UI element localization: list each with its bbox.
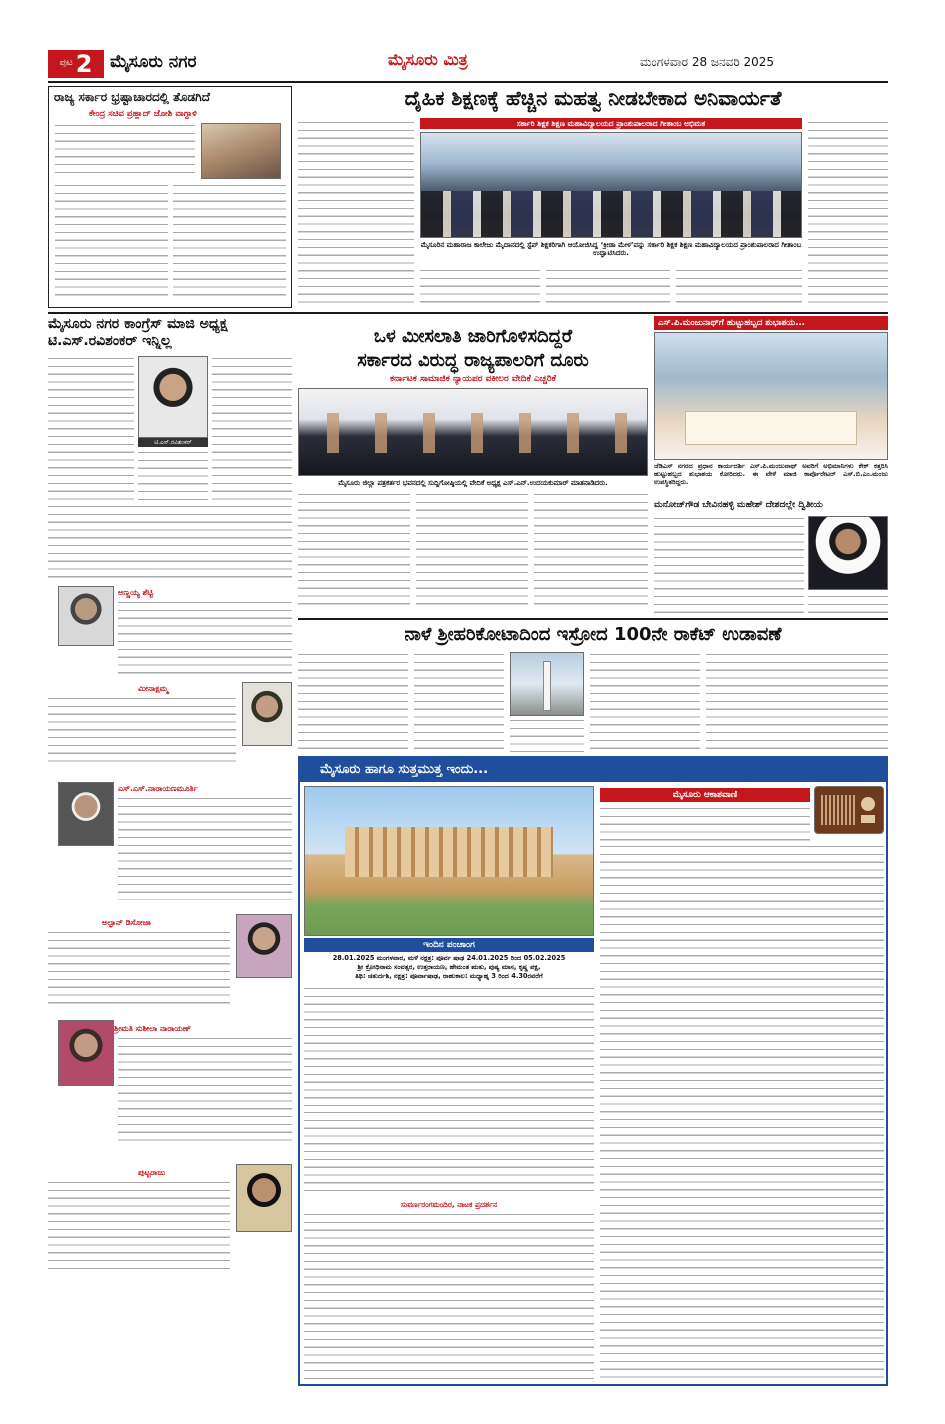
obituary-photo [58,1020,114,1086]
obituary-text [118,796,292,900]
body-text-col2 [416,492,528,610]
page-label: ಪುಟ [59,58,73,69]
kicker: ಕೇಂದ್ರ ಸಚಿವ ಪ್ರಹ್ಲಾದ್ ಜೋಶಿ ವಾಗ್ದಾಳಿ [89,109,197,119]
page-number: 2 [75,50,93,78]
obituary-name: ಅಣ್ಣಯ್ಯ ಶೆಟ್ಟಿ [118,588,154,597]
obituary-name: ಪುಟ್ಟರಾಜು [138,1168,166,1177]
special-title: ಸುವರ್ಣರಂಗಮಂದಿರ, ನಾಟಕ ಪ್ರದರ್ಶನ [400,1200,498,1209]
rocket-photo [510,652,584,716]
headline: ರಾಜ್ಯ ಸರ್ಕಾರ ಭ್ರಷ್ಟಾಚಾರದಲ್ಲಿ ತೊಡಗಿದೆ [54,90,210,104]
body-text [654,516,804,614]
photo-caption: ಜೆಡಿಎಸ್ ನಗರದ ಪ್ರಧಾನ ಕಾರ್ಯದರ್ಶಿ ಎಸ್.ಪಿ.ಮಂಜುನಾಥ್ ಅವರಿಗೆ ಅಭಿಮಾನಿಗಳು ಕೇಕ್ ಕತ್ತರಿಸಿ ಹುಟ್ಟುಹಬ್ಬದ ಶುಭಾಶಯ ಕೋರಿದರು. ಈ ವೇಳೆ ಮಾಜಿ ಕಾರ್ಪೊರೇಟರ್ ಎಸ್.ಬಿ.ಎಂ.ಮಂಜು ಉಪಸ್ಥಿತರಿದ್ದರು. [654,462,888,487]
obituary-name: ಶ್ರೀಮತಿ ಸುಶೀಲಾ ನಾರಾಯಣ್ [114,1024,191,1033]
obituary-photo [236,1164,292,1232]
story-birthday [654,316,888,496]
body-text-col2 [420,268,540,308]
story-physical-education [298,86,888,308]
headline: ದೈಹಿಕ ಶಿಕ್ಷಣಕ್ಕೆ ಹೆಚ್ಚಿನ ಮಹತ್ವ ನೀಡಬೇಕಾದ ಅನಿವಾರ್ಯತೆ [404,86,782,110]
body-text-col1 [48,356,134,500]
story-corruption [48,86,292,308]
panchanga-line2: ಶ್ರೀ ಕ್ರೋಧಿನಾಮ ಸಂವತ್ಸರ, ಉತ್ತರಾಯಣ, ಹೇಮಂತ ಋತು, ಪುಷ್ಯ ಮಾಸ, ಕೃಷ್ಣ ಪಕ್ಷ, [357,963,541,971]
body-text-col1 [55,183,168,301]
events-list-3 [304,1212,594,1382]
obituary-text [48,696,236,764]
ravishankar-continued-text [48,504,292,578]
page-number-badge [48,50,104,78]
obituary-text [118,600,292,676]
mahesh-photo [808,516,888,590]
photo-caption: ಮೈಸೂರಿನ ಮಹಾರಾಜ ಕಾಲೇಜು ಮೈದಾನದಲ್ಲಿ ಸ್ಟೆಪ್ ಶಿಕ್ಷಕರಿಗಾಗಿ ಆಯೋಜಿಸಿದ್ದ ‘ಕ್ರೀಡಾ ಮೇಳ’ವನ್ನು ಸರ್ಕಾರಿ ಶಿಕ್ಷಕ ಶಿಕ್ಷಣ ಮಹಾವಿದ್ಯಾಲಯದ ಪ್ರಾಂಶುಪಾಲರಾದ ಗೀತಾಂಬ ಉದ್ಘಾಟಿಸಿದರು. [420,241,802,258]
story-ravishankar [48,316,292,500]
today-banner: ಮೈಸೂರು ಹಾಗೂ ಸುತ್ತಮುತ್ತ ಇಂದು... [300,758,886,782]
body-text-col5 [706,652,888,752]
obituaries-column [48,504,292,1384]
events-list-2 [304,1110,594,1196]
obituary-text [48,930,230,1010]
section-divider [298,618,888,620]
headline: ಮನೋಜ್‌ಗೌಡ ಬೇವಿನಹಳ್ಳಿ ಮಹೇಶ್ ದೇಶದಲ್ಲೇ ದ್ವಿತೀಯ [654,500,823,510]
obituary-name: ಎಸ್.ಎಸ್.ನಾರಾಯಣಮೂರ್ತಿ [118,784,198,793]
obituary-photo [58,586,114,646]
body-text-col5 [808,120,888,308]
body-text-col4 [590,652,700,752]
photo-label: ಟಿ.ಎಸ್.ರವಿಶಂಕರ್ [138,438,208,447]
today-box [298,756,888,1386]
palace-photo [304,786,594,936]
birthday-photo [654,332,888,460]
body-text-col3 [138,450,208,500]
panchanga-line3: ತಿಥಿ: ಚತುರ್ದಶಿ, ನಕ್ಷತ್ರ: ಪೂರ್ವಾಷಾಢ, ರಾಹುಕಾಲ: ಮಧ್ಯಾಹ್ನ 3 ರಿಂದ 4.30ರವರೆಗೆ [355,972,543,980]
obituary-photo [236,914,292,978]
story-mahesh [654,500,888,614]
body-text-col3 [534,492,648,610]
ravishankar-photo [138,356,208,438]
radio-schedule [600,844,884,1380]
body-text-col2 [212,356,292,500]
body-text-col1 [298,492,410,610]
body-text-col1 [298,652,408,752]
publication-date: ಮಂಗಳವಾರ 28 ಜನವರಿ 2025 [640,55,775,69]
obituary-text [48,1180,230,1270]
section-title: ಮೈಸೂರು ನಗರ [110,52,197,72]
body-text-col3 [546,268,670,308]
body-text-col2 [808,594,888,614]
event-photo [420,132,802,238]
kicker: ಸರ್ಕಾರಿ ಶಿಕ್ಷಕ ಶಿಕ್ಷಣ ಮಹಾವಿದ್ಯಾಲಯದ ಪ್ರಾಂಶುಪಾಲರಾದ ಗೀತಾಂಬ ಅಭಿಮತ [420,118,802,129]
obituary-photo [242,682,292,746]
press-meet-photo [298,388,648,476]
obituary-name: ಅಲ್ಫಾನ್ ಡಿಸೋಜಾ [102,918,151,927]
panchanga-title: ಇಂದಿನ ಪಂಚಾಂಗ [304,938,594,952]
body-text-col1 [298,120,414,306]
photo-caption: ಮೈಸೂರು ಜಿಲ್ಲಾ ಪತ್ರಕರ್ತರ ಭವನದಲ್ಲಿ ಸುದ್ದಿಗೋಷ್ಠಿಯಲ್ಲಿ ವೇದಿಕೆ ಅಧ್ಯಕ್ಷ ಎಸ್.ಎನ್.ಉದಯಕುಮಾರ್ ಮಾತನಾಡಿದರು. [338,479,608,487]
headline: ಎಸ್.ಪಿ.ಮಂಜುನಾಥ್‌ಗೆ ಹುಟ್ಟುಹಬ್ಬದ ಶುಭಾಶಯ... [654,316,888,330]
radio-icon [814,786,884,834]
radio-schedule-intro [600,806,810,842]
masthead: ಮೈಸೂರು ಮಿತ್ರ [388,50,468,69]
obituary-text [118,1036,292,1146]
body-text-col4 [676,268,802,308]
minister-photo [201,123,281,179]
headline-line2: ಸರ್ಕಾರದ ವಿರುದ್ಧ ರಾಜ್ಯಪಾಲರಿಗೆ ದೂರು [357,350,589,371]
radio-title: ಮೈಸೂರು ಆಕಾಶವಾಣಿ [600,788,810,802]
body-text [55,123,195,179]
panchanga-line1: 28.01.2025 ಮಂಗಳವಾರ, ಮಳೆ ನಕ್ಷತ್ರ: ಪೂರ್ವ ಷಾಢ 24.01.2025 ರಿಂದ 05.02.2025 [332,954,566,962]
section-divider [48,312,888,314]
obituary-name: ಮೀನಾಕ್ಷಮ್ಮ [138,684,169,693]
body-text-col2 [173,183,286,301]
body-text-col3 [510,718,584,752]
events-list-1 [304,986,594,1106]
body-text-col2 [414,652,504,752]
headline: ಮೈಸೂರು ನಗರ ಕಾಂಗ್ರೆಸ್ ಮಾಜಿ ಅಧ್ಯಕ್ಷ ಟಿ.ಎಸ್.ರವಿಶಂಕರ್ ಇನ್ನಿಲ್ಲ [48,316,228,349]
header-rule [48,81,888,83]
headline-line1: ಒಳ ಮೀಸಲಾತಿ ಜಾರಿಗೊಳಿಸದಿದ್ದರೆ [373,326,573,347]
kicker: ಕರ್ನಾಟಕ ಸಾಮಾಜಿಕ ನ್ಯಾಯಪರ ವಕೀಲರ ವೇದಿಕೆ ಎಚ್ಚರಿಕೆ [390,374,556,384]
story-isro [298,618,888,752]
headline: ನಾಳೆ ಶ್ರೀಹರಿಕೋಟಾದಿಂದ ಇಸ್ರೋದ 100ನೇ ರಾಕೆಟ್ ಉಡಾವಣೆ [404,624,782,645]
obituary-photo [58,782,114,846]
story-reservation [298,316,648,612]
